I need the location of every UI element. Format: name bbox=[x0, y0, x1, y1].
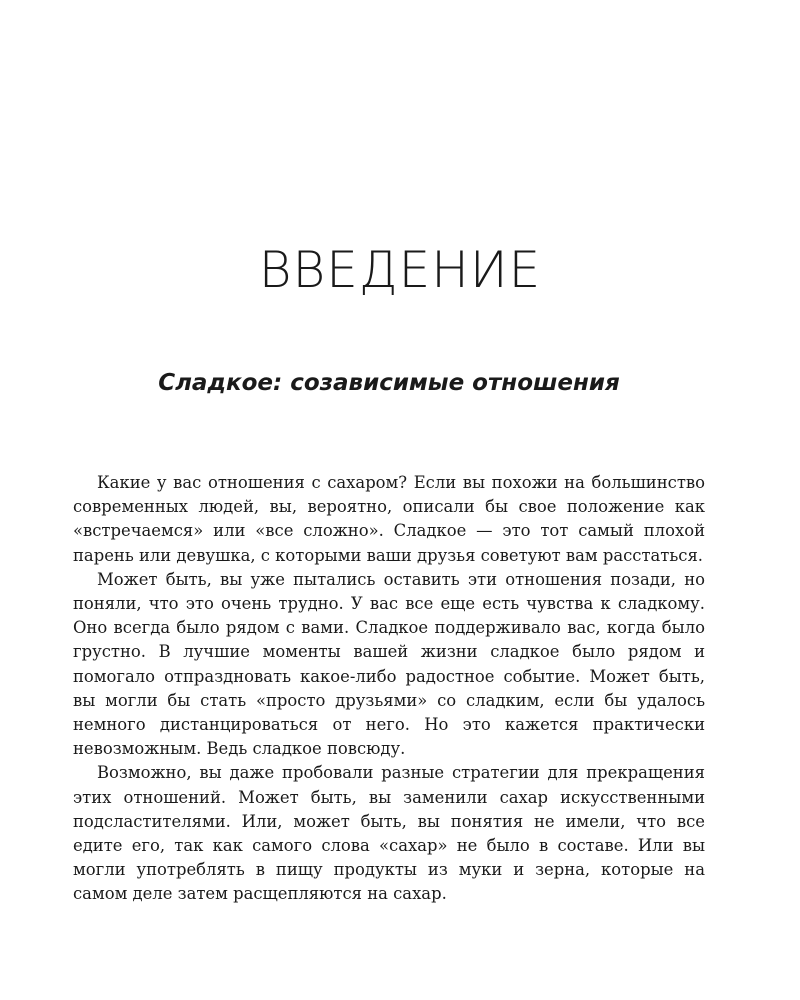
paragraph: Может быть, вы уже пытались оставить эти отношения позади, но поняли, что это очень трудно. У вас все еще есть чувства к сладкому. Оно всегда было рядом с вами. Сладкое поддерживало вас, когда было грустно. В лучшие моменты вашей жизни сладкое было рядом и помогало отпраздновать какое-либо радостное событие. Может быть, вы могли бы стать «просто друзьями» со сладким, если бы удалось немного дистанцироваться от него. Но это кажется практически невозможным. Ведь сладкое повсюду. bbox=[73, 569, 705, 759]
paragraph: Возможно, вы даже пробовали разные стратегии для прекращения этих отношений. Может быть, вы заменили сахар искусственными подсластителями. Или, может быть, вы понятия не имели, что все едите его, так как самого слова «сахар» не было в составе. Или вы могли употреблять в пищу продукты из муки и зерна, которые на самом деле затем расщепляются на сахар. bbox=[73, 763, 705, 904]
body-text bbox=[73, 471, 705, 907]
chapter-subtitle: Сладкое: созависимые отношения bbox=[158, 370, 620, 396]
chapter-title: ВВЕДЕНИЕ bbox=[258, 241, 542, 299]
paragraph: Какие у вас отношения с сахаром? Если вы похожи на большинство современных людей, вы, вероятно, описали бы свое положение как «встречаемся» или «все сложно». Сладкое — это тот самый плохой парень или девушка, с которыми ваши друзья советуют вам расстаться. bbox=[73, 473, 705, 565]
